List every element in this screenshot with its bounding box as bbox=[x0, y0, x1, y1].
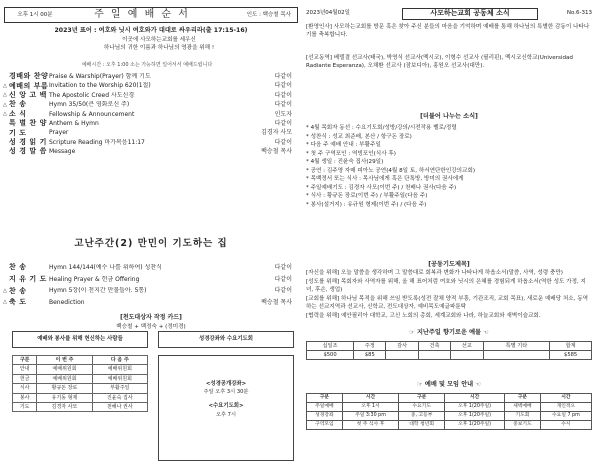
volunteer-cell: 유기동 형제 bbox=[37, 393, 92, 402]
worship-title: 주 일 예 배 순 서 bbox=[94, 8, 190, 20]
meeting-cell: 시간 bbox=[540, 393, 591, 402]
offering-cell: 감사 bbox=[386, 341, 418, 350]
order-row bbox=[3, 262, 292, 274]
worship-header bbox=[4, 7, 298, 23]
order-leader: 다같이 bbox=[274, 82, 292, 90]
order-leader: 백승철 목사 bbox=[261, 298, 292, 306]
order-name: 지 유 기 도 bbox=[9, 275, 47, 284]
order-content: Anthem & Hymn bbox=[49, 119, 99, 127]
card-value: 백승철 + 백정숙 + (정미경) bbox=[116, 323, 186, 330]
standing-mark: △ bbox=[3, 299, 7, 306]
bulletin-date: 2023년04월02일 bbox=[306, 10, 350, 17]
order-row bbox=[3, 285, 292, 297]
order-row bbox=[3, 91, 292, 100]
offering-cell bbox=[483, 350, 550, 359]
worship-order-list-2 bbox=[3, 262, 292, 308]
invitation-line: 하나님의 귀한 이름과 하나님의 영광을 위해 ! bbox=[103, 44, 215, 51]
order-name: 찬 송 bbox=[9, 100, 27, 109]
worship-note: 예배시간 : 오후 1:00 소는 가능하면 일어서서 예배드립니다 bbox=[81, 62, 213, 68]
offering-cell: 특별 기타 bbox=[483, 341, 550, 350]
news-item: * 식사 : 황규돈 장로(이번 주) / 부활주일(다음 주) bbox=[306, 193, 428, 199]
volunteer-box-title: 예배와 봉사를 위해 헌신하는 사람들 bbox=[12, 331, 148, 348]
news-item: * 다음 주 예배 안내 : 부활주일 bbox=[306, 142, 381, 148]
worship-order-list bbox=[3, 72, 292, 157]
invitation-line: 이곳에 사모하는교회를 세우신 bbox=[122, 37, 196, 43]
meeting-title: ☞ 예배 및 모임 안내 ☜ bbox=[417, 381, 481, 388]
offering-cell: $85 bbox=[354, 350, 386, 359]
prayer-item: [교회를 위해] 하나님 목적을 위해 쓰임 받도록(성전 잘채 양적 부흥, 기관조직, 교회 목표), 새로운 예배당 처소, 동역하는 선교지역과 선교사, 신학교, 전도대상자, 예비목도예글파툰탁 bbox=[306, 295, 589, 310]
bible-lecture-title: <성경공개강좌> bbox=[205, 381, 247, 387]
meeting-cell: 구분 bbox=[307, 393, 343, 402]
news-section-title: [더불어 나누는 소식] bbox=[420, 113, 478, 120]
order-row bbox=[3, 72, 292, 81]
offering-cell bbox=[418, 350, 450, 359]
volunteer-table bbox=[12, 355, 148, 461]
order-row bbox=[3, 274, 292, 286]
offering-row bbox=[307, 350, 592, 359]
volunteer-row bbox=[13, 402, 148, 411]
news-header bbox=[302, 7, 596, 20]
volunteer-cell: 진윤숙 집사 bbox=[92, 393, 147, 402]
meeting-cell: 중, 고등부 bbox=[399, 411, 445, 420]
meeting-row bbox=[307, 411, 592, 420]
order-content: Healing Prayer & 헌금 Offering bbox=[49, 275, 140, 283]
volunteer-cell: 천해나 권사 bbox=[92, 402, 147, 411]
meeting-cell: 오후 1(20주일) bbox=[445, 420, 505, 429]
order-leader: 인도자 bbox=[274, 110, 292, 118]
meeting-cell: 주일 3:30 pm bbox=[342, 411, 398, 420]
prayer-item: [성도를 위해] 목회자와 사역자를 위해, 올 해 표어처럼 여호와 닛시의 은혜를 경험되게 하옵소서(역한 성도 가정, 지녀, 후손, 생업) bbox=[306, 278, 586, 293]
missionary-text: [선교동역] 베델결 선교사(태국), 박영식 선교사(멕시코), 이형수 선교사 (필리핀), 멕시코신학교(Universidad Radiante Esperanza), 오채환 선교사 (잠보디아), 홍원오 선교사(대만). bbox=[306, 55, 573, 69]
standing-mark: △ bbox=[3, 101, 7, 108]
offering-cell: 선교 bbox=[451, 341, 483, 350]
meeting-cell: 대학 청년회 bbox=[399, 420, 445, 429]
meeting-row bbox=[307, 393, 592, 402]
meeting-cell: 중보기도 bbox=[505, 420, 541, 429]
evangelism-card bbox=[4, 313, 298, 332]
order-row bbox=[3, 147, 292, 156]
meeting-cell: 기도회 bbox=[505, 411, 541, 420]
meeting-cell: 시간 bbox=[445, 393, 505, 402]
meeting-table bbox=[306, 393, 592, 430]
volunteer-cell: 예배위원회 bbox=[37, 374, 92, 383]
offering-table bbox=[306, 341, 592, 360]
bible-lecture-time: 주일 오후 3시 30분 bbox=[203, 389, 249, 396]
wednesday-prayer-title: <수요기도회> bbox=[208, 403, 244, 410]
order-row bbox=[3, 100, 292, 109]
meeting-cell: 오후 1(20주일) bbox=[445, 402, 505, 411]
volunteer-cell: 헌금 bbox=[13, 374, 37, 383]
order-content: Hymn 144/144(예수 나를 위하여) 성찬식 bbox=[49, 264, 162, 272]
offering-cell: 주정 bbox=[354, 341, 386, 350]
order-row bbox=[3, 81, 292, 90]
order-name: 기 도 bbox=[9, 128, 27, 137]
meeting-row bbox=[307, 420, 592, 429]
news-item: * 첫 주 구역포인 : 역빙포인(식사 후) bbox=[306, 150, 396, 157]
order-leader: 다같이 bbox=[274, 72, 292, 80]
order-leader: 다같이 bbox=[274, 91, 292, 99]
offering-cell bbox=[386, 350, 418, 359]
offering-cell: 건축 bbox=[418, 341, 450, 350]
news-item: * 주일예배기도 : 김경자 사모(이번 주) / 천배나 권사(다음 주) bbox=[306, 184, 457, 191]
wednesday-schedule bbox=[158, 355, 294, 461]
news-item: * 공연 : 김주영 자매 피아노 공연(4월 8일 토, 하서연단한인강의교회) bbox=[306, 167, 476, 174]
order-content: Benediction bbox=[49, 298, 85, 306]
order-name: 찬 송 bbox=[9, 286, 27, 295]
offering-section bbox=[306, 329, 592, 360]
volunteer-cell: 예배위원회 bbox=[92, 365, 147, 374]
volunteer-cell: 황규돈 장로 bbox=[37, 384, 92, 393]
welcome-text: [환영인사] 사모하는교회를 방문 혹은 찾아 주신 분들의 마음을 기억하며 예배를 통해 하나님의 특별한 감동이 나타나기를 축복합니다. bbox=[306, 24, 590, 38]
meeting-cell: 새벽예배 bbox=[505, 402, 541, 411]
meeting-cell: 성경강좌 bbox=[307, 411, 343, 420]
order-leader: 다같이 bbox=[274, 275, 292, 283]
meeting-cell: 수시 bbox=[540, 420, 591, 429]
order-name: 예배의 부름 bbox=[9, 81, 49, 90]
prayer-list bbox=[306, 270, 592, 322]
order-name: 소 식 bbox=[9, 109, 27, 118]
news-item: * 4월 생일 : 진윤숙 집사(29일) bbox=[306, 159, 384, 165]
news-item: * 4월 목회자 동선 : 수요기도회/성방/강의/시전작용 벨로/정렬 bbox=[306, 125, 457, 131]
order-name: 축 도 bbox=[9, 298, 27, 307]
meeting-cell: 구분 bbox=[505, 393, 541, 402]
sermon-title: 고난주간(2) 만민이 기도하는 집 bbox=[74, 238, 228, 249]
meeting-section bbox=[306, 381, 592, 430]
news-list bbox=[306, 124, 592, 209]
wednesday-prayer-time: 오후 7시 bbox=[216, 411, 236, 418]
volunteer-cell: 이 번 주 bbox=[37, 356, 92, 365]
order-content: Fellowship & Announcement bbox=[49, 110, 135, 118]
news-item: * 성찬식 : 성교 최준배, 본산 / 항구돈 장로) bbox=[306, 133, 412, 140]
order-content: Message bbox=[49, 148, 76, 156]
meeting-cell: 수요일 7 pm bbox=[540, 411, 591, 420]
order-name: 경배와 찬양 bbox=[9, 72, 49, 81]
volunteer-cell: 예배위원회 bbox=[37, 365, 92, 374]
prayer-item: [자신을 위해] 오늘 말씀을 생각하며 그 말씀대로 회복과 변화가 나타나게 하옵소서(말씀, 사역, 성령 충만) bbox=[306, 270, 563, 276]
meeting-row bbox=[307, 402, 592, 411]
order-row bbox=[3, 138, 292, 147]
meeting-cell: 주일예배 bbox=[307, 402, 343, 411]
order-leader: 김경자 사모 bbox=[261, 129, 292, 137]
order-leader: 다같이 bbox=[274, 119, 292, 127]
year-theme: 2023년 표어 : 여호와 닛시 여호와가 대대로 싸우리라(출 17:15-16) bbox=[54, 27, 248, 34]
meeting-cell: 시간 bbox=[342, 393, 398, 402]
order-leader: 백승철 목사 bbox=[261, 148, 292, 156]
volunteer-cell: 기도 bbox=[13, 402, 37, 411]
news-title: 사모하는교회 공동체 소식 bbox=[402, 8, 538, 20]
order-content: Hymn 5장(이 천지간 만물들아. 5통) bbox=[49, 287, 147, 295]
standing-mark: △ bbox=[3, 92, 7, 99]
order-leader: 다같이 bbox=[274, 101, 292, 109]
volunteer-row bbox=[13, 384, 148, 393]
worship-leader: 인도 : 백승철 목사 bbox=[246, 11, 291, 18]
offering-row bbox=[307, 341, 592, 350]
volunteer-row bbox=[13, 365, 148, 374]
standing-mark: △ bbox=[3, 111, 7, 118]
offering-cell: 십일조 bbox=[307, 341, 354, 350]
meeting-cell: 오후 1(20주일) bbox=[445, 411, 505, 420]
volunteer-cell: 식사 bbox=[13, 384, 37, 393]
order-name: 신 앙 고 백 bbox=[9, 91, 47, 100]
worship-time: 오후 1시 00분 bbox=[17, 11, 53, 18]
order-name: 특 별 찬 양 bbox=[9, 119, 47, 128]
order-content: Praise & Warship(Prayer) 함께 기도 bbox=[49, 72, 151, 80]
order-row bbox=[3, 119, 292, 128]
card-title: [천도대상자 작정 카드] bbox=[120, 314, 182, 321]
standing-mark: △ bbox=[3, 287, 7, 294]
news-item: * 목백정서 또는 식사 : 목사님에게 혹은 단톡방, 방미의 권사에게 bbox=[306, 176, 464, 182]
standing-mark: △ bbox=[3, 82, 7, 89]
order-leader: 다같이 bbox=[274, 287, 292, 295]
order-row bbox=[3, 110, 292, 119]
meeting-cell: 오후 1시 bbox=[342, 402, 398, 411]
volunteer-cell: 봉사 bbox=[13, 393, 37, 402]
order-row bbox=[3, 297, 292, 309]
order-content: The Apostolic Creed 사도신경 bbox=[49, 91, 135, 99]
news-item: * 봉사(설거지) : 유규원 형제(이번 주) / (다음 주) bbox=[306, 201, 427, 208]
volunteer-row bbox=[13, 374, 148, 383]
volunteer-cell: 구분 bbox=[13, 356, 37, 365]
volunteer-cell: 안내 bbox=[13, 365, 37, 374]
offering-title: ☞ 지난주일 향기로운 예물 ☜ bbox=[409, 329, 489, 336]
meeting-cell: 수요기도 bbox=[399, 402, 445, 411]
offering-cell bbox=[451, 350, 483, 359]
meeting-cell: 구역모임 bbox=[307, 420, 343, 429]
volunteer-row bbox=[13, 356, 148, 365]
order-name: 성 경 말 씀 bbox=[9, 147, 47, 156]
order-leader: 다같이 bbox=[274, 138, 292, 146]
prayer-section-title: [공동기도제목] bbox=[428, 261, 470, 268]
order-content: Prayer bbox=[49, 129, 69, 137]
order-content: Hymn 35/50(큰 영화로신 주) bbox=[49, 101, 130, 109]
meeting-cell: 구분 bbox=[399, 393, 445, 402]
order-leader: 다같이 bbox=[274, 264, 292, 272]
order-name: 찬 송 bbox=[9, 263, 27, 272]
news-column bbox=[300, 0, 600, 464]
offering-cell: 합계 bbox=[550, 341, 592, 350]
invitation-text bbox=[28, 37, 290, 52]
volunteer-row bbox=[13, 393, 148, 402]
wednesday-box-title: 성경강좌와 수요기도회 bbox=[158, 331, 294, 348]
order-content: Scripture Reading 마가복음11:17 bbox=[49, 138, 145, 146]
prayer-item: [협력을 위해] 예안필리아 대학교, 고신 노회의 총회, 세계교회와 나라, 하늘교회와 새벽이슬교회. bbox=[306, 312, 541, 319]
order-name: 성 경 읽 기 bbox=[9, 138, 47, 147]
order-content: Invitation to the Worship 620(1절) bbox=[49, 82, 151, 90]
volunteer-cell: 부활주일 bbox=[92, 384, 147, 393]
meeting-cell: 첫 주 식사 후 bbox=[342, 420, 398, 429]
order-row bbox=[3, 128, 292, 137]
volunteer-cell: 다 음 주 bbox=[92, 356, 147, 365]
offering-cell: $500 bbox=[307, 350, 354, 359]
volunteer-cell: 예배위원회 bbox=[92, 374, 147, 383]
meeting-cell: 개인적으 bbox=[540, 402, 591, 411]
bulletin-number: No.6-313 bbox=[566, 10, 592, 17]
volunteer-cell: 김경자 사모 bbox=[37, 402, 92, 411]
offering-cell: $585 bbox=[550, 350, 592, 359]
